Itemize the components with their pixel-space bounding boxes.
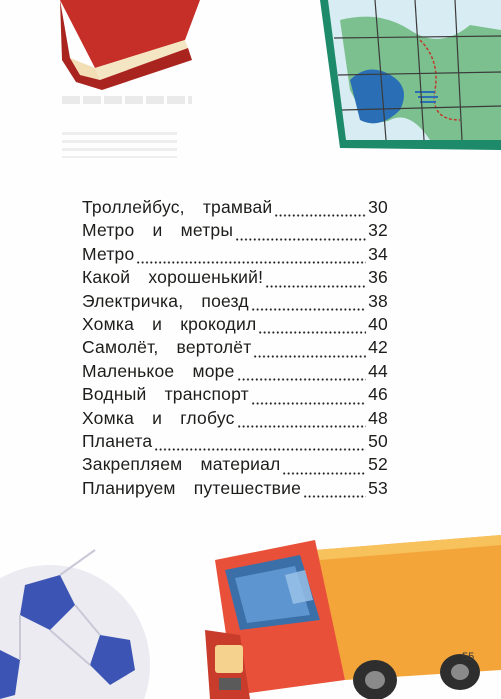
toc-entry-title: Электричка, поезд (82, 290, 249, 311)
toc-entry-page: 46 (368, 384, 388, 405)
toc-entry-title: Планета (82, 430, 153, 451)
toc-leader-dots (154, 436, 366, 451)
toc-entry (82, 431, 388, 454)
toc-entry-title: Метро и метры (82, 220, 234, 241)
toc-entry (82, 337, 388, 360)
toc-leader-dots (237, 413, 366, 428)
toc-entry (82, 220, 388, 243)
toc-entry-page: 36 (368, 267, 388, 288)
map-illustration (300, 0, 501, 160)
toc-leader-dots (136, 249, 366, 264)
toc-entry-page: 50 (368, 430, 388, 451)
toc-entry-page: 42 (368, 337, 388, 358)
toc-entry (82, 267, 388, 290)
toc-leader-dots (303, 483, 366, 498)
toc-entry-page: 48 (368, 407, 388, 428)
toc-leader-dots (237, 366, 366, 381)
toc-entry-page: 38 (368, 290, 388, 311)
toc-leader-dots (265, 273, 366, 288)
toc-entry (82, 384, 388, 407)
toc-leader-dots (235, 226, 366, 241)
toc-entry-page: 30 (368, 197, 388, 217)
toc-entry-title: Планируем путешествие (82, 477, 302, 498)
toc-entry-title: Какой хорошенький! (82, 267, 264, 288)
toc-entry-page: 34 (368, 243, 388, 264)
toc-entry-title: Троллейбус, трамвай (82, 197, 273, 217)
truck-illustration (195, 520, 501, 699)
toc-leader-dots (251, 296, 366, 311)
bleed-through-text (62, 132, 177, 158)
toc-leader-dots (253, 343, 366, 358)
bleed-through-text (62, 96, 192, 104)
book-illustration (0, 0, 200, 100)
toc-entry-title: Хомка и глобус (82, 407, 235, 428)
toc-entry-page: 32 (368, 220, 388, 241)
toc-entry-title: Метро (82, 243, 135, 264)
toc-entry (82, 244, 388, 267)
toc-entry-title: Водный транспорт (82, 384, 249, 405)
toc-leader-dots (282, 460, 366, 475)
toc-entry (82, 478, 388, 501)
table-of-contents (82, 197, 388, 501)
toc-entry (82, 314, 388, 337)
toc-entry-page: 53 (368, 477, 388, 498)
soccer-ball-illustration (0, 545, 150, 699)
page-number: 55 (462, 651, 475, 663)
toc-entry-title: Закрепляем материал (82, 454, 281, 475)
toc-entry (82, 197, 388, 220)
toc-entry-title: Хомка и крокодил (82, 313, 257, 334)
toc-entry (82, 454, 388, 477)
toc-entry (82, 361, 388, 384)
toc-leader-dots (258, 319, 366, 334)
toc-entry-page: 52 (368, 454, 388, 475)
toc-leader-dots (251, 390, 366, 405)
toc-entry-title: Самолёт, вертолёт (82, 337, 252, 358)
toc-leader-dots (274, 202, 366, 217)
toc-entry-page: 40 (368, 313, 388, 334)
toc-entry-page: 44 (368, 360, 388, 381)
toc-entry (82, 408, 388, 431)
toc-entry (82, 291, 388, 314)
toc-entry-title: Маленькое море (82, 360, 235, 381)
